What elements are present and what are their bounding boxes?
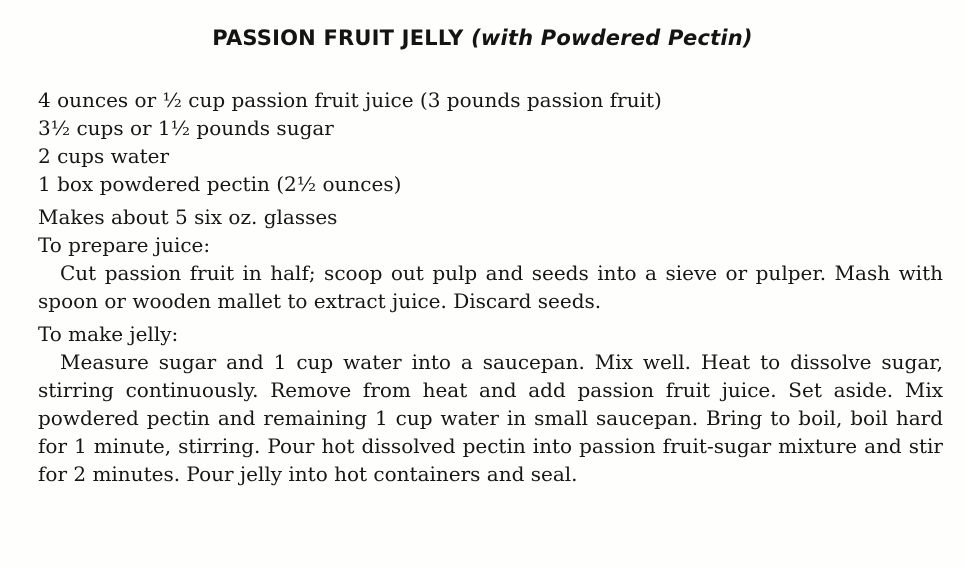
ingredient-line: 1 box powdered pectin (2½ ounces) (38, 172, 402, 196)
jelly-instructions-text: Measure sugar and 1 cup water into a saucepan. Mix well. Heat to dissolve sugar, stirring continuously. Remove from heat and add passion fruit juice. Set aside. Mix powdered pectin and remaining 1 cup water in small saucepan. Bring to boil, boil hard for 1 minute, stirring. Pour hot dissolved pectin into passion fruit-sugar mixture and stir for 2 minutes. Pour jelly into hot containers and seal. (38, 350, 943, 486)
ingredient-line: 3½ cups or 1½ pounds sugar (38, 116, 334, 140)
ingredient-line: 4 ounces or ½ cup passion fruit juice (3 pounds passion fruit) (38, 88, 662, 112)
yield-line: Makes about 5 six oz. glasses (38, 205, 338, 229)
juice-instructions (38, 259, 943, 315)
jelly-heading: To make jelly: (38, 322, 179, 346)
ingredient-line: 2 cups water (38, 144, 170, 168)
recipe-body (38, 86, 943, 488)
jelly-instructions (38, 348, 943, 488)
recipe-title-subtitle: (with Powdered Pectin) (471, 26, 753, 50)
juice-heading: To prepare juice: (38, 233, 211, 257)
recipe-title-main: PASSION FRUIT JELLY (212, 26, 464, 50)
recipe-title (0, 26, 965, 50)
juice-instructions-text: Cut passion fruit in half; scoop out pulp and seeds into a sieve or pulper. Mash with spoon or wooden mallet to extract juice. Discard seeds. (38, 261, 943, 313)
ingredient-list (38, 86, 943, 198)
